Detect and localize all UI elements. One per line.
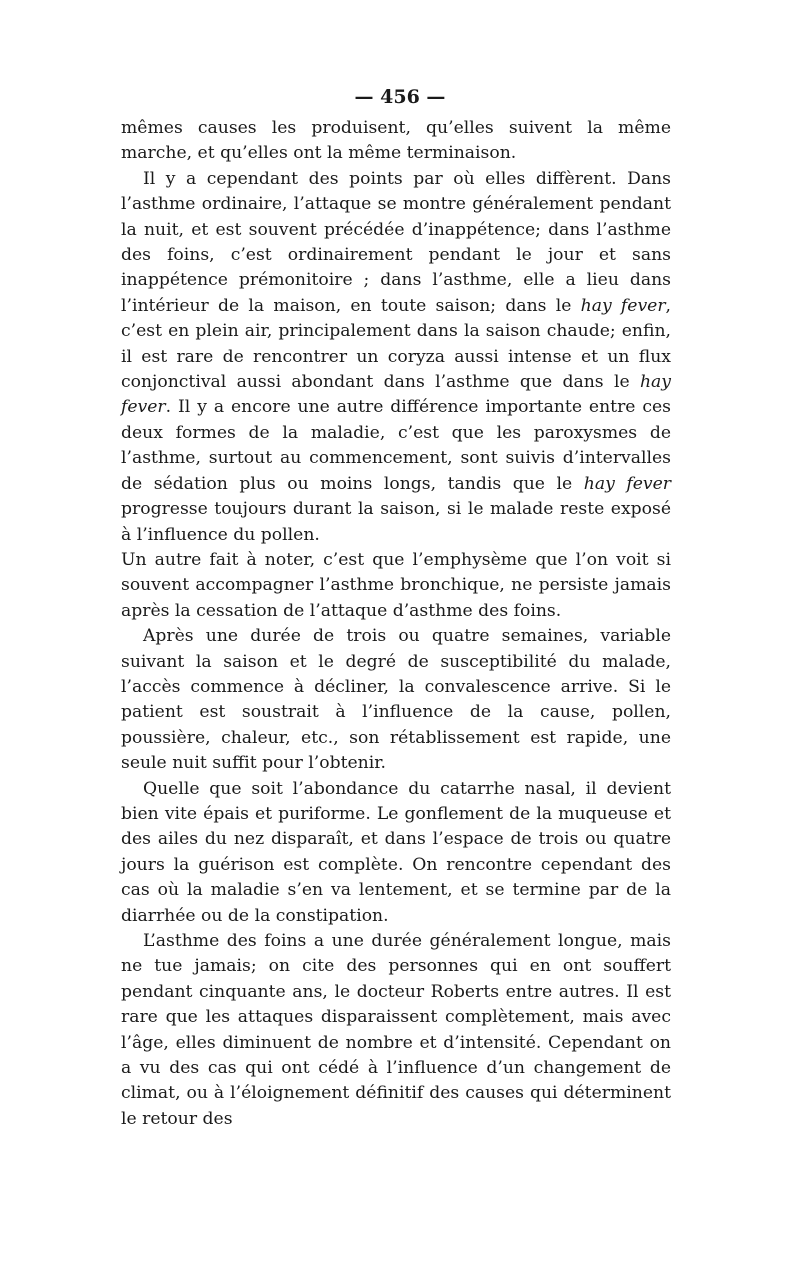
- italic-term: hay fever: [121, 372, 671, 418]
- paragraph: [121, 548, 671, 624]
- italic-term: hay fever: [583, 473, 671, 494]
- text-run: Quelle que soit l’abondance du catarrhe nasal, il devient bien vite épais et puriforme. Le gonflement de la muqueuse et des ailes du nez disparaît, et dans l’espace de trois ou quatre jours la guérison est complète. On rencontre cependant des cas où la maladie s’en va lentement, et se termine par de la diarrhée ou de la constipation.: [121, 778, 671, 926]
- text-run: Il y a cependant des points par où elles diffèrent. Dans l’asthme ordinaire, l’attaque se montre généralement pendant la nuit, et est souvent précédée d’inappétence; dans l’asthme des foins, c’est ordinairement pendant le jour et sans inappétence prémonitoire ; dans l’asthme, elle a lieu dans l’intérieur de la maison, en toute saison; dans le: [121, 168, 671, 316]
- paragraph: [121, 929, 671, 1132]
- text-run: L’asthme des foins a une durée généralement longue, mais ne tue jamais; on cite des personnes qui en ont souffert pendant cinquante ans, le docteur Roberts entre autres. Il est rare que les attaques disparaissent complètement, mais avec l’âge, elles diminuent de nombre et d’intensité. Cependant on a vu des cas qui ont cédé à l’influence d’un changement de climat, ou à l’éloignement définitif des causes qui déterminent le retour des: [121, 931, 671, 1129]
- paragraph: [121, 167, 671, 548]
- italic-term: hay fever: [580, 295, 666, 316]
- paragraph: [121, 624, 671, 776]
- paragraph: [121, 116, 671, 167]
- body-text: [121, 116, 671, 1132]
- text-run: , c’est en plein air, principalement dans la saison chaude; enfin, il est rare de rencontrer un coryza aussi intense et un flux conjonctival aussi abondant dans l’asthme que dans le: [121, 295, 672, 393]
- paragraph: [121, 777, 671, 929]
- text-run: progresse toujours durant la saison, si le malade reste exposé à l’influence du pollen.: [121, 499, 671, 545]
- text-run: Un autre fait à noter, c’est que l’emphysème que l’on voit si souvent accompagner l’asthme bronchique, ne persiste jamais après la cessation de l’attaque d’asthme des foins.: [121, 549, 671, 621]
- page-number: — 456 —: [354, 86, 446, 108]
- text-run: . Il y a encore une autre différence importante entre ces deux formes de la maladie, c’est que les paroxysmes de l’asthme, surtout au commencement, sont suivis d’intervalles de sédation plus ou moins longs, tandis que le: [121, 397, 671, 494]
- text-run: mêmes causes les produisent, qu’elles suivent la même marche, et qu’elles ont la même terminaison.: [121, 118, 671, 164]
- text-run: Après une durée de trois ou quatre semaines, variable suivant la saison et le degré de susceptibilité du malade, l’accès commence à décliner, la convalescence arrive. Si le patient est soustrait à l’influence de la cause, pollen, poussière, chaleur, etc., son rétablissement est rapide, une seule nuit suffit pour l’obtenir.: [121, 626, 671, 774]
